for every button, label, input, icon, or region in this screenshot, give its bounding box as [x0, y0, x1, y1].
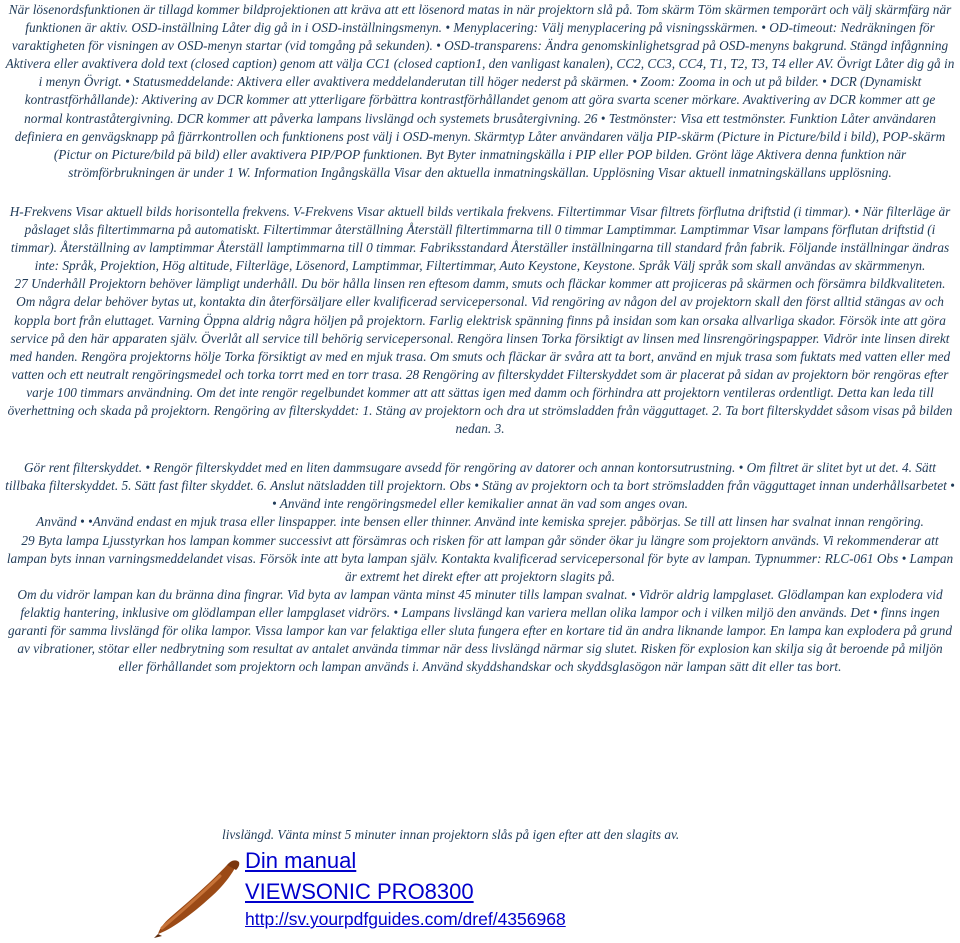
paragraph-filter-cleaning: Gör rent filterskyddet. • Rengör filterskyddet med en liten dammsugare avsedd för rengöring av datorer och annan kontorsutrustning. • Om filtret är slitet byt ut det. 4. Sätt tillbaka filterskyddet. 5. Sätt fast filter skyddet. 6. Anslut nätsladden till projektorn. Obs • Stäng av projektorn och ta bort strömsladden från vägguttaget innan underhållsarbetet • • Använd inte rengöringsmedel eller kemikalier annat än vad som anges ovan. [5, 460, 955, 512]
paragraph-information: H-Frekvens Visar aktuell bilds horisontella frekvens. V-Frekvens Visar aktuell bilds vertikala frekvens. Filtertimmar Visar filtrets förflutna driftstid (i timmar). • När filterläge är påslaget slås filtertimmarna på automatiskt. Filtertimmar återställning Återställ filtertimmarna till 0 timmar Lamptimmar. Lamptimmar Visar lampans förflutan driftstid (i timmar). Återställning av lamptimmar Återställ lamptimmarna till 0 timmar. Fabriksstandard Återställer inställningarna till standard från fabrik. Följande inställningar ändras inte: Språk, Projektion, Hög altitude, Filterläge, Lösenord, Lamptimmar, Filtertimmar, Auto Keystone, Keystone. Språk Välj språk som skall användas av skärmmenyn. [9, 203, 951, 274]
paragraph-gap [0, 438, 960, 459]
pen-icon [150, 852, 242, 942]
paragraph-gap [0, 182, 960, 203]
manual-link[interactable]: Din manual [245, 848, 357, 873]
paragraph-lamp-warning: Om du vidrör lampan kan du bränna dina fingrar. Vid byta av lampan vänta minst 45 minuter tills lampan svalnat. • Vidrör aldrig lampglaset. Glödlampan kan explodera vid felaktig hantering, inklusive om glödlampan eller lampglaset vidrörs. • Lampans livslängd kan variera mellan olika lampor och i vilken miljö den används. Det • finns ingen garanti för samma livslängd för olika lampor. Vissa lampor kan var felaktiga eller sluta fungera efter en kortare tid än andra liknande lampor. En lampa kan explodera på grund av vibrationer, stötar eller nedbrytning som resultat av antalet använda timmar när dess livslängd närmar sig slutet. Risken för explosion kan skilja sig åt beroende på miljön eller förhållandet som projektorn och lampan används i. Använd skyddshandskar och skyddsglasögon när lampan sätt dit eller tas bort. [7, 586, 952, 675]
paragraph-replace-lamp: 29 Byta lampa Ljusstyrkan hos lampan kommer successivt att försämras och risken för att lampan går sönder ökar ju längre som projektorn används. Vi rekommenderar att lampan byts innan varningsmeddelandet visas. Försök inte att byta lampan själv. Kontakta kvalificerad servicepersonal för byte av lampan. Typnummer: RLC-061 Obs • Lampan är extremt het direkt efter att projektorn slagits på. [6, 532, 954, 584]
footer-note: livslängd. Vänta minst 5 minuter innan projektorn slås på igen efter att den slagits av. [222, 827, 680, 842]
manual-promo [0, 838, 960, 943]
paragraph-lens-cleaning: Använd • •Använd endast en mjuk trasa eller linspapper. inte bensen eller thinner. Använd inte kemiska sprejer. påbörjas. Se till att linsen har svalnat innan rengöring. [36, 514, 924, 530]
promo-links [245, 848, 566, 929]
paragraph-osd-settings: När lösenordsfunktionen är tillagd kommer bildprojektionen att kräva att ett lösenord matas in när projektorn slå på. Tom skärm Töm skärmen temporärt och välj skärmfärg när funktionen är aktiv. OSD-inställning Låter dig gå in i OSD-inställningsmenyn. • Menyplacering: Välj menyplacering på visningsskärmen. • OD-timeout: Nedräkningen för varaktigheten för visningen av OSD-menyn startar (vid tomgång på sekunden). • OSD-transparens: Ändra genomskinlighetsgrad på OSD-menyns bakgrund. Stängd infågnning Aktivera eller avaktivera dold text (closed caption) genom att välja CC1 (closed caption1, den vanligast kanalen), CC2, CC3, CC4, T1, T2, T3, T4 eller AV. Övrigt Låter dig gå in i menyn Övrigt. • Statusmeddelande: Aktivera eller avaktivera meddelanderutan till höger nederst på skärmen. • Zoom: Zooma in och ut på bilder. • DCR (Dynamiskt kontrastförhållande): Aktivering av DCR kommer att ytterligare förbättra kontrastförhållandet genom att göra svarta scener mörkare. Avaktivering av DCR kommer att ge normal kontraståtergivning. DCR kommer att påverka lampans livslängd och systemets brusåtergivning. 26 • Testmönster: Visa ett testmönster. Funktion Låter användaren definiera en genvägsknapp på fjärrkontrollen och funktionens post välj i OSD-menyn. Skärmtyp Låter användaren välja PIP-skärm (Picture in Picture/bild i bild), POP-skärm (Pictur on Picture/bild pä bild) eller avaktivera PIP/POP funktionen. Byt Byter inmatningskälla i PIP eller POP bilden. Grönt läge Aktivera denna funktion när strömförbrukningen är under 1 W. Information Ingångskälla Visar den aktuella inmatningskällan. Upplösning Visar aktuell inmatningskällans upplösning. [5, 2, 955, 180]
product-link[interactable]: VIEWSONIC PRO8300 [245, 879, 474, 904]
paragraph-maintenance: 27 Underhåll Projektorn behöver lämpligt underhåll. Du bör hålla linsen ren eftesom damm, smuts och fläckar kommer att projiceras på skärmen och försämra bildkvaliteten. Om några delar behöver bytas ut, kontakta din återförsäljare eller kvalificerad servicepersonal. Vid rengöring av någon del av projektorn skall den först alltid stängas av och koppla bort från eluttaget. Varning Öppna aldrig några höljen på projektorn. Farlig elektrisk spänning finns på insidan som kan orsaka allvarliga skador. Försök inte att göra service på den här apparaten själv. Överlåt all service till behörig servicepersonal. Rengöra linsen Torka försiktigt av linsen med linsrengöringspapper. Vidrör inte linsen direkt med handen. Rengöra projektorns hölje Torka försiktigt av med en mjuk trasa. Om smuts och fläckar är svåra att ta bort, använd en mjuk trasa som fuktats med vatten eller med vatten och ett neutralt rengöringsmedel och torka torrt med en torr trasa. 28 Rengöring av filterskyddet Filterskyddet som är placerat på sidan av projektorn bör rengöras efter varje 100 timmars användning. Om det inte rengör regelbundet kommer att att sättas igen med damm och förhindra att projektorn ventileras ordentligt. Detta kan leda till överhettning och skada på projektorn. Rengöring av filterskyddet: 1. Stäng av projektorn och dra ut strömsladden från vägguttaget. 2. Ta bort filterskyddet såsom visas på bilden nedan. 3. [7, 276, 953, 437]
url-link[interactable]: http://sv.yourpdfguides.com/dref/4356968 [245, 909, 566, 929]
